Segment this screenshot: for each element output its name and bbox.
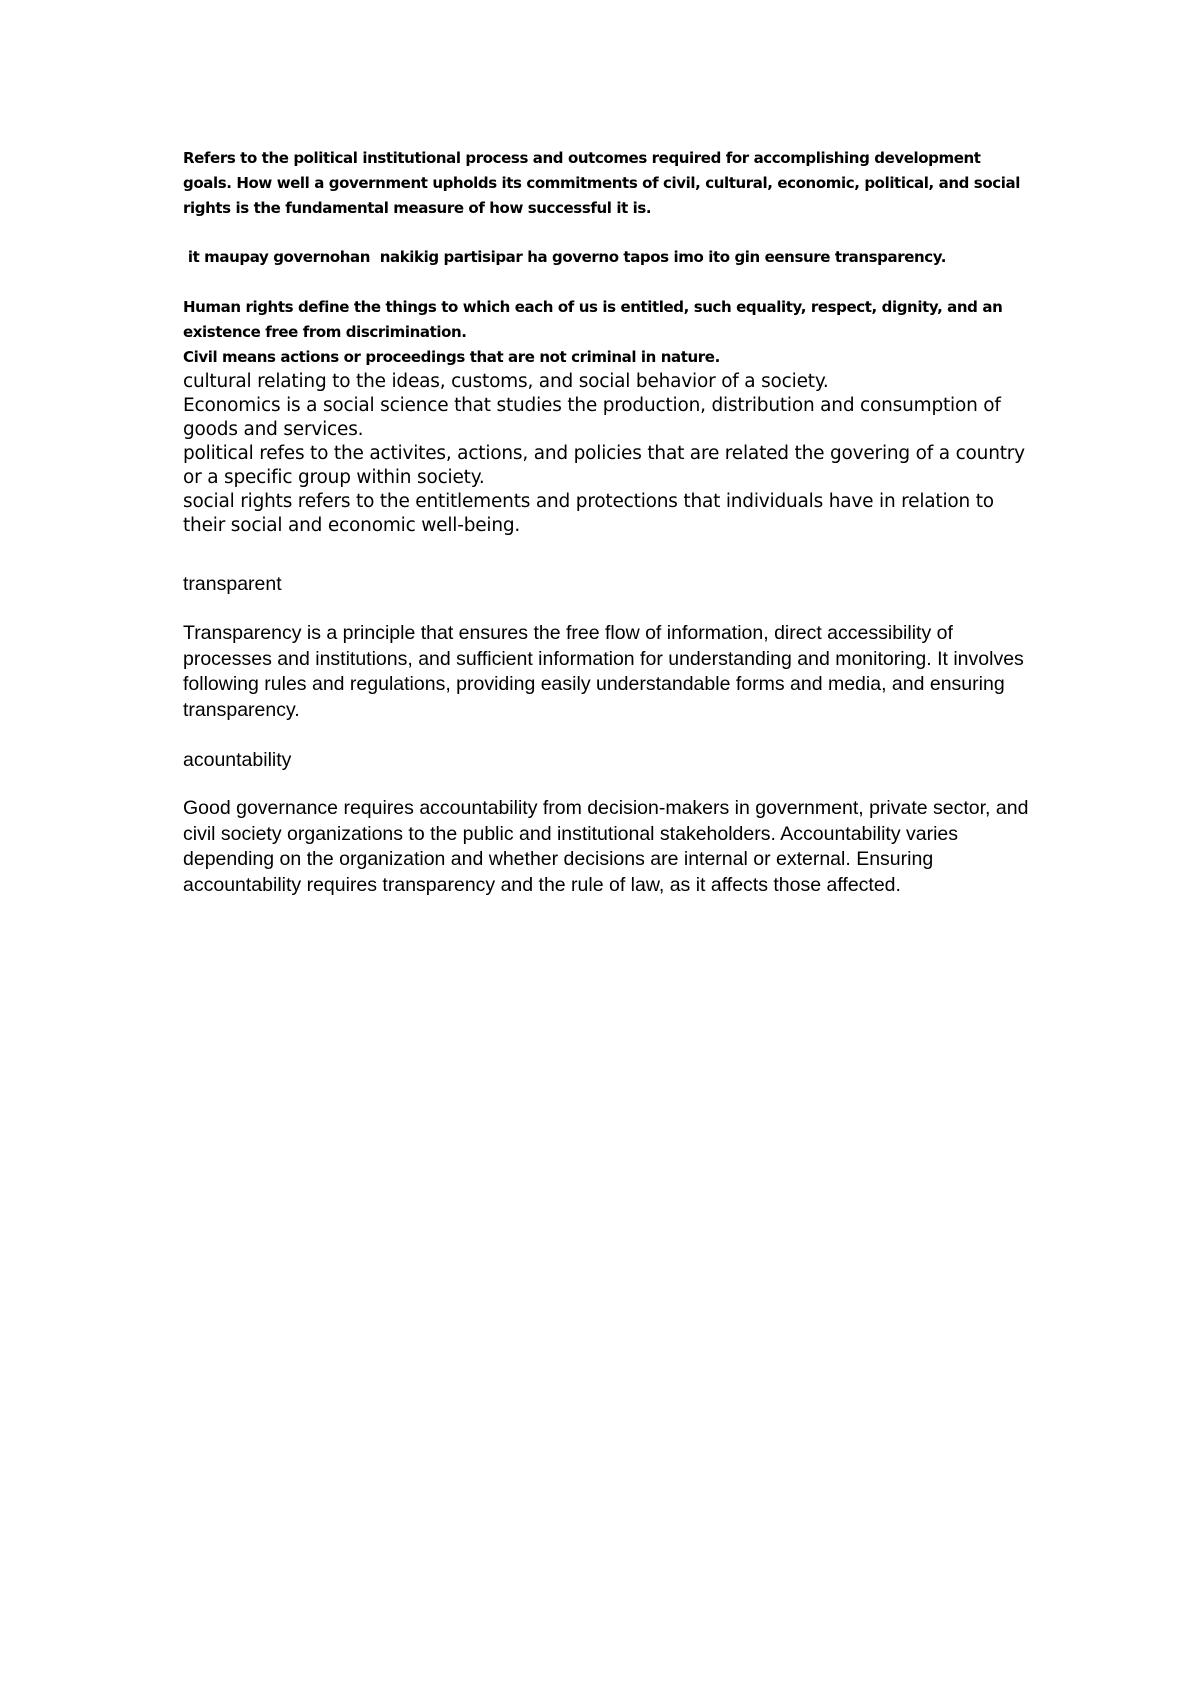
document-body — [183, 146, 1033, 898]
economics-definition-paragraph: Economics is a social science that studies the production, distribution and consumption of goods and services. — [183, 395, 1001, 440]
human-rights-paragraph: Human rights define the things to which each of us is entitled, such equality, respect, dignity, and an existence free from discrimination. — [183, 298, 1008, 341]
transparent-heading: transparent — [183, 573, 282, 595]
accountability-heading: acountability — [183, 749, 292, 771]
political-definition-paragraph: political refes to the activites, actions, and policies that are related the govering of a country or a specific group within society. — [183, 443, 1025, 488]
accountability-paragraph: Good governance requires accountability from decision-makers in government, private sector, and civil society organizations to the public and institutional stakeholders. Accountability varies depending on the organization and whether decisions are internal or external. Ensuring accountability requires transparency and the rule of law, as it affects those affected. — [183, 797, 1029, 896]
transparency-paragraph: Transparency is a principle that ensures the free flow of information, direct accessibility of processes and institutions, and sufficient information for understanding and monitoring. It involves following rules and regulations, providing easily understandable forms and media, and ensuring transparency. — [183, 622, 1024, 721]
local-note-paragraph: it maupay governohan nakikig partisipar ha governo tapos imo ito gin eensure transparency. — [183, 248, 947, 266]
governance-definition-paragraph: Refers to the political institutional process and outcomes required for accomplishing development goals. How well a government upholds its commitments of civil, cultural, economic, political, and social rights is the fundamental measure of how successful it is. — [183, 149, 1025, 217]
civil-definition-paragraph: Civil means actions or proceedings that are not criminal in nature. — [183, 348, 720, 366]
cultural-definition-paragraph: cultural relating to the ideas, customs, and social behavior of a society. — [183, 371, 829, 392]
social-rights-definition-paragraph: social rights refers to the entitlements and protections that individuals have in relation to their social and economic well-being. — [183, 491, 994, 536]
